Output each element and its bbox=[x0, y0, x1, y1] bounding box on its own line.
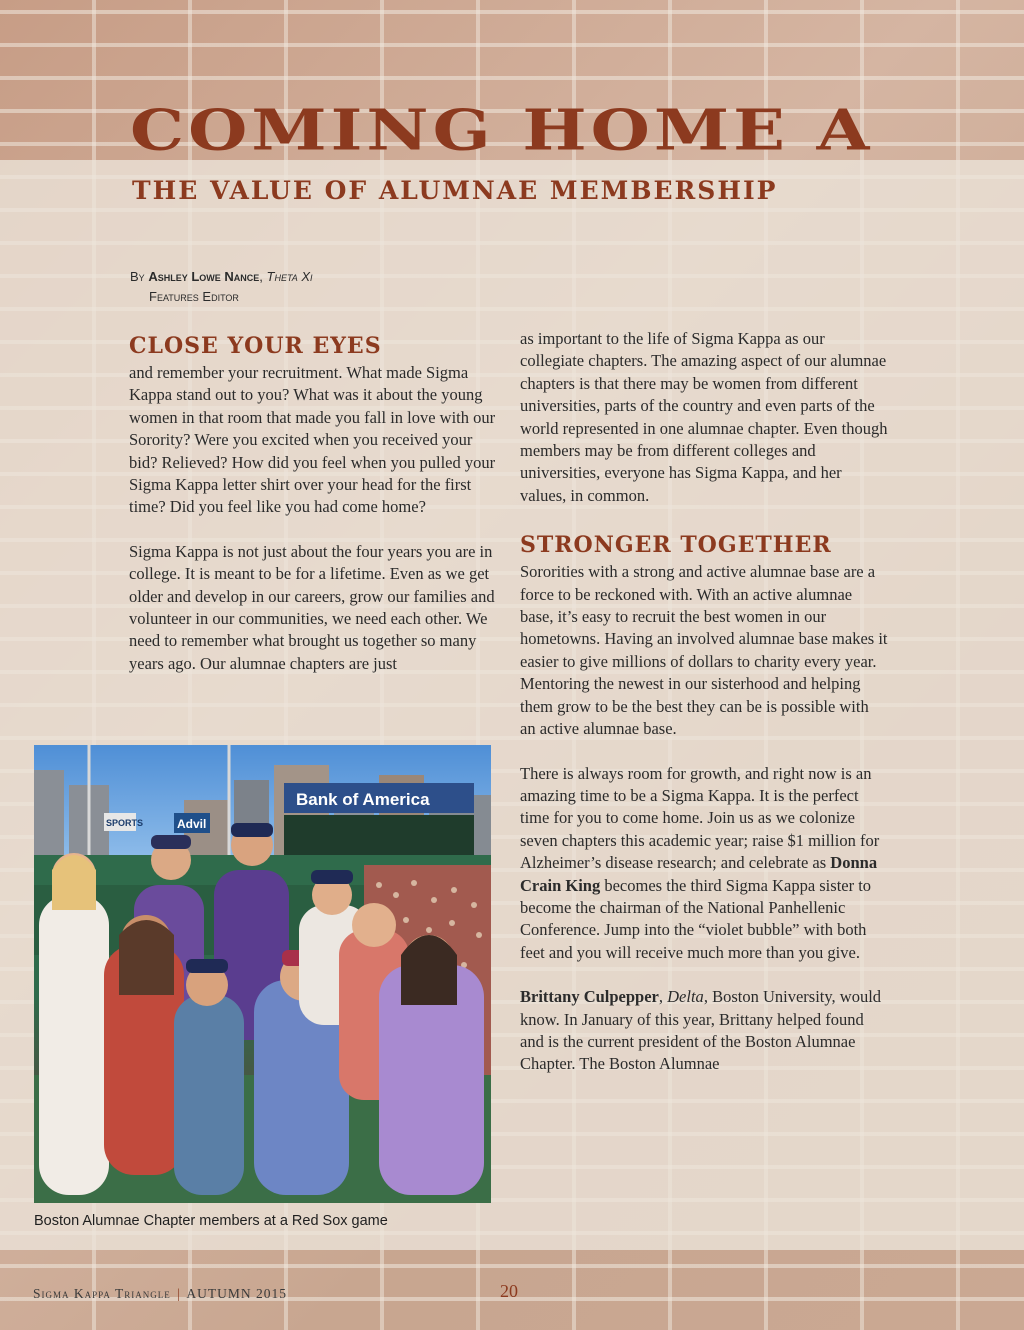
person-1 bbox=[39, 853, 109, 1195]
right-column bbox=[520, 328, 888, 1076]
p4-rest: , Boston University, would know. In January of this year, Brittany helped found and is the current president of the Boston Alumnae Chapter. The Boston Alumnae bbox=[520, 987, 882, 1074]
footer-publication-name: Sigma Kappa Triangle bbox=[33, 1286, 171, 1301]
p4-chapter: Delta bbox=[667, 987, 704, 1007]
article-title: COMING HOME A bbox=[130, 98, 874, 164]
right-paragraph-2: Sororities with a strong and active alumnae base are a force to be reckoned with. With an active alumnae base, it’s easy to recruit the best women in our hometowns. Having an involved alumnae base makes it easier to give millions of dollars to charity every year. Mentoring the newest in our sisterhood and helping them grow to be the best they can be is possible with an active alumnae base. bbox=[520, 562, 888, 739]
footer-separator: | bbox=[177, 1286, 181, 1301]
p4-name: Brittany Culpepper bbox=[520, 987, 659, 1007]
section-heading-stronger-together: STRONGER TOGETHER bbox=[520, 532, 832, 559]
byline-by: By bbox=[130, 269, 145, 284]
left-column bbox=[129, 330, 497, 675]
left-paragraph-1: and remember your recruitment. What made Sigma Kappa stand out to you? What was it about the young women in that room that made you fall in love with our Sorority? Were you excited when you received your bid? Relieved? How did you feel when you pulled your Sigma Kappa letter shirt over your head for the first time? Did you feel like you had come home? bbox=[129, 363, 496, 517]
byline-chapter: Theta Xi bbox=[266, 269, 313, 284]
byline-author: Ashley Lowe Nance bbox=[148, 269, 260, 284]
red-sox-group-photo bbox=[34, 745, 491, 1203]
left-paragraph-2: Sigma Kappa is not just about the four years you are in college. It is meant to be for a lifetime. Even as we get older and develop in our careers, grow our families and volunteer in our communities, we need each other. We need to remember what brought us together so many years ago. Our alumnae chapters are just bbox=[129, 541, 495, 673]
right-paragraph-4: Brittany Culpepper, Delta, Boston University, would know. In January of this year, Brittany helped found and is the current president of the Boston Alumnae Chapter. The Boston Alumnae bbox=[520, 987, 882, 1074]
right-paragraph-1: as important to the life of Sigma Kappa as our collegiate chapters. The amazing aspect of our alumnae chapters is that there may be women from different universities, parts of the country and even parts of the world represented in one alumnae chapter. Even though members may be from different colleges and universities, everyone has Sigma Kappa, and her values, in common. bbox=[520, 329, 888, 505]
p3-name: Donna Crain King bbox=[520, 853, 878, 895]
ad-banner-text: Bank of America bbox=[296, 790, 430, 809]
page-number: 20 bbox=[500, 1281, 518, 1301]
section-heading-close-your-eyes: CLOSE YOUR EYES bbox=[129, 333, 382, 359]
advil-sign-text: Advil bbox=[177, 817, 207, 831]
footer-issue: AUTUMN 2015 bbox=[186, 1286, 288, 1301]
photo-illustration bbox=[34, 745, 491, 1203]
byline-role: Features Editor bbox=[149, 289, 239, 304]
person-9 bbox=[379, 935, 484, 1195]
article-subtitle: THE VALUE OF ALUMNAE MEMBERSHIP bbox=[132, 176, 778, 205]
byline: By Ashley Lowe Nance, Theta Xi Features Editor bbox=[130, 267, 313, 307]
person-4 bbox=[104, 915, 184, 1175]
p3-text-before: There is always room for growth, and right now is an amazing time to be a Sigma Kappa. It is the perfect time for you to come home. Join us as we colonize seven chapters this academic year; raise $1 million for Alzheimer’s disease research; and celebrate as bbox=[520, 763, 880, 873]
sports-sign-text: SPORTS bbox=[106, 818, 144, 828]
scoreboard bbox=[284, 815, 474, 855]
p3-text-after: becomes the third Sigma Kappa sister to become the chairman of the National Panhellenic Conference. Jump into the “violet bubble” with both feet and you will receive much more than you give. bbox=[520, 875, 872, 962]
footer-publication bbox=[33, 1286, 287, 1302]
photo-caption: Boston Alumnae Chapter members at a Red Sox game bbox=[34, 1213, 388, 1229]
right-paragraph-3 bbox=[520, 763, 888, 965]
